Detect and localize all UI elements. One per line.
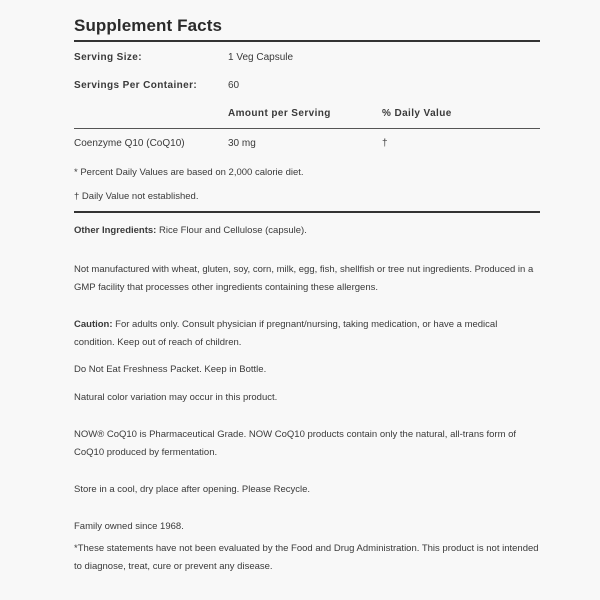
nutrient-row bbox=[74, 129, 540, 159]
pharmaceutical-grade-statement: NOW® CoQ10 is Pharmaceutical Grade. NOW CoQ10 products contain only the natural, all-trans form of CoQ10 produced by fermentation. bbox=[74, 429, 517, 458]
title-divider bbox=[74, 40, 540, 42]
supplement-facts-title: Supplement Facts bbox=[74, 16, 223, 35]
nutrient-amount: 30 mg bbox=[228, 138, 256, 149]
family-owned-statement: Family owned since 1968. bbox=[74, 521, 184, 532]
servings-per-container-value: 60 bbox=[228, 80, 240, 91]
nutrient-daily-value: † bbox=[382, 138, 388, 149]
servings-per-container-row bbox=[74, 72, 540, 100]
caution-label: Caution: bbox=[74, 319, 113, 330]
servings-per-container-label: Servings Per Container: bbox=[74, 80, 198, 91]
allergen-statement: Not manufactured with wheat, gluten, soy, corn, milk, egg, fish, shellfish or tree nut ingredients. Produced in a GMP facility that processes other ingredients containing these allergens. bbox=[74, 264, 534, 293]
serving-size-label: Serving Size: bbox=[74, 52, 142, 63]
color-variation-statement: Natural color variation may occur in this product. bbox=[74, 392, 278, 403]
caution-statement bbox=[74, 316, 540, 352]
other-ingredients-label: Other Ingredients: bbox=[74, 225, 157, 236]
serving-size-value: 1 Veg Capsule bbox=[228, 52, 294, 63]
other-ingredients-text: Rice Flour and Cellulose (capsule). bbox=[156, 225, 307, 236]
daily-value-header: % Daily Value bbox=[382, 108, 452, 119]
footnote-dv-not-established: † Daily Value not established. bbox=[74, 191, 199, 202]
storage-statement: Store in a cool, dry place after opening. Please Recycle. bbox=[74, 484, 311, 495]
caution-text: For adults only. Consult physician if pregnant/nursing, taking medication, or have a medical condition. Keep out of reach of children. bbox=[74, 319, 498, 348]
facts-bottom-divider bbox=[74, 211, 540, 213]
freshness-statement: Do Not Eat Freshness Packet. Keep in Bottle. bbox=[74, 364, 267, 375]
other-ingredients bbox=[74, 222, 540, 240]
supplement-facts-content bbox=[74, 12, 540, 576]
amount-per-serving-header: Amount per Serving bbox=[228, 108, 331, 119]
fda-disclaimer: *These statements have not been evaluated by the Food and Drug Administration. This product is not intended to diagnose, treat, cure or prevent any disease. bbox=[74, 543, 539, 572]
nutrient-name: Coenzyme Q10 (CoQ10) bbox=[74, 138, 185, 149]
serving-size-row bbox=[74, 44, 540, 72]
column-header-row bbox=[74, 100, 540, 128]
footnote-daily-values: * Percent Daily Values are based on 2,000 calorie diet. bbox=[74, 167, 304, 178]
